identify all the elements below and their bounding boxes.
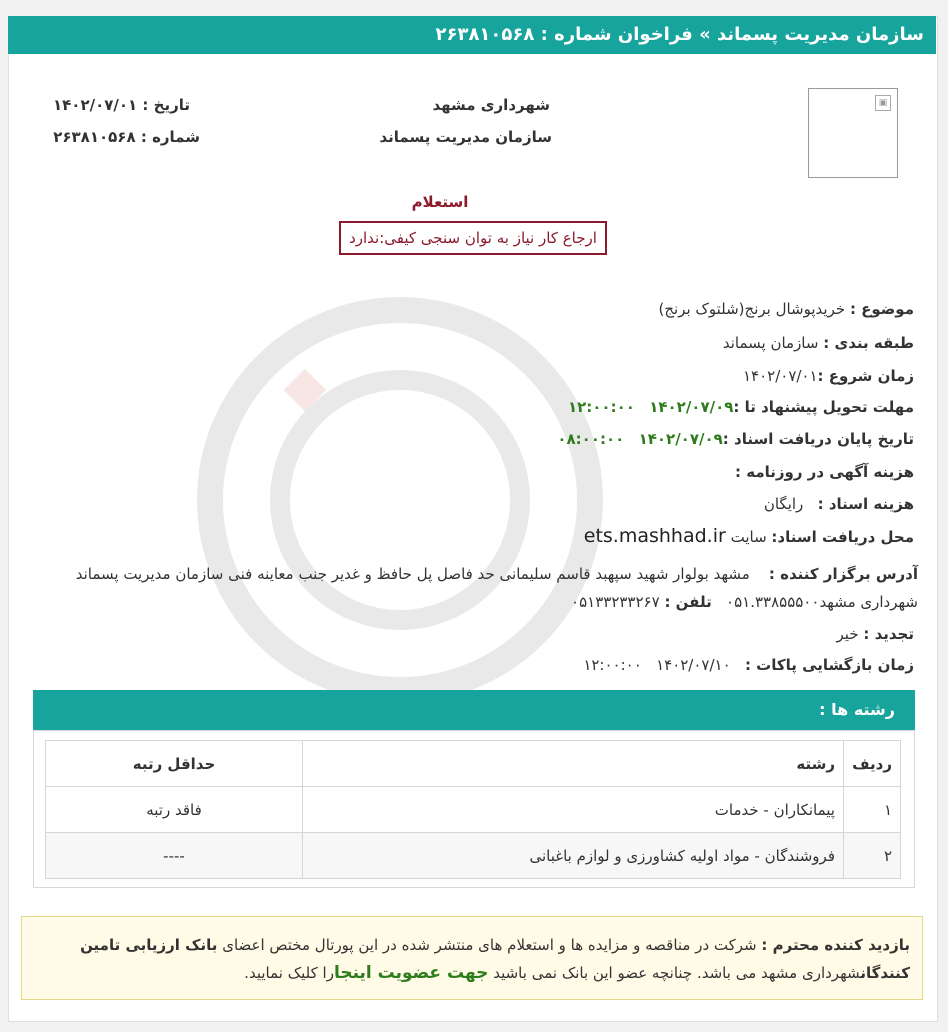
page-header bbox=[8, 16, 936, 54]
subject-row bbox=[659, 300, 915, 318]
membership-link[interactable]: جهت عضویت اینجا bbox=[333, 963, 489, 983]
opening-label: زمان بازگشایی پاکات : bbox=[744, 656, 914, 674]
doc-end-label: تاریخ پایان دریافت اسناد : bbox=[722, 430, 914, 448]
notice-bank: بانک ارزیابی تامین کنندگان bbox=[80, 936, 910, 982]
ad-cost-row bbox=[735, 463, 914, 481]
column-header-index: ردیف bbox=[844, 741, 901, 787]
subject-label: موضوع : bbox=[849, 300, 914, 318]
doc-end-row bbox=[557, 430, 914, 448]
row-rank: ---- bbox=[46, 833, 303, 879]
address-block bbox=[40, 560, 918, 616]
address-label: آدرس برگزار کننده : bbox=[768, 565, 918, 583]
organization-logo bbox=[808, 88, 898, 178]
broken-image-icon: ▣ bbox=[875, 95, 891, 111]
deadline-label: مهلت تحویل پیشنهاد تا : bbox=[733, 398, 914, 416]
phone-label: تلفن : bbox=[664, 593, 712, 611]
doc-cost-value: رایگان bbox=[763, 495, 804, 513]
fields-section-title: رشته ها : bbox=[819, 700, 895, 719]
renewal-label: تجدید : bbox=[863, 625, 914, 643]
org-name-municipality: شهرداری مشهد bbox=[432, 96, 550, 114]
doc-place-prefix: سایت bbox=[730, 528, 767, 546]
deadline-date: ۱۴۰۲/۰۷/۰۹ bbox=[649, 398, 734, 416]
doc-cost-row bbox=[764, 495, 914, 513]
table-row bbox=[46, 833, 901, 879]
inquiry-title: استعلام bbox=[411, 193, 469, 211]
notice-greeting: بازدید کننده محترم : bbox=[761, 936, 910, 954]
doc-place-site[interactable]: ets.mashhad.ir bbox=[583, 525, 726, 547]
number-line bbox=[30, 128, 200, 146]
ad-cost-label: هزینه آگهی در روزنامه : bbox=[735, 463, 914, 481]
header-title: سازمان مدیریت پسماند » فراخوان شماره : ۲۶۳۸۱۰۵۶۸ bbox=[435, 24, 924, 45]
doc-cost-label: هزینه اسناد : bbox=[817, 495, 914, 513]
deadline-row bbox=[568, 398, 914, 416]
org-name-waste-management: سازمان مدیریت پسماند bbox=[379, 128, 552, 146]
renewal-value: خیر bbox=[836, 625, 859, 643]
fields-table bbox=[45, 740, 901, 879]
renewal-row bbox=[837, 625, 914, 643]
notice-text3: را کلیک نمایید. bbox=[244, 964, 334, 982]
date-label: تاریخ : bbox=[142, 96, 190, 114]
number-label: شماره : bbox=[140, 128, 200, 146]
subject-value: خریدپوشال برنج(شلتوک برنج) bbox=[658, 300, 846, 318]
fields-section-header bbox=[33, 690, 915, 730]
date-value: ۱۴۰۲/۰۷/۰۱ bbox=[52, 96, 138, 114]
opening-date: ۱۴۰۲/۰۷/۱۰ bbox=[656, 656, 731, 674]
address-phone1: ۰۵۱.۳۳۸۵۵۵۰۰ bbox=[726, 593, 820, 611]
notice-text1: شرکت در مناقصه و مزایده ها و استعلام های منتشر شده در این پورتال مختص اعضای bbox=[222, 936, 757, 954]
row-index: ۲ bbox=[844, 833, 901, 879]
notice-text2: شهرداری مشهد می باشد. چنانچه عضو این بانک نمی باشید bbox=[493, 964, 861, 982]
quality-check-badge: ارجاع کار نیاز به توان سنجی کیفی:ندارد bbox=[339, 221, 607, 255]
opening-time: ۱۲:۰۰:۰۰ bbox=[583, 656, 642, 674]
row-field: پیمانکاران - خدمات bbox=[303, 787, 844, 833]
column-header-min-rank: حداقل رتبه bbox=[46, 741, 303, 787]
table-row bbox=[46, 787, 901, 833]
category-label: طبقه بندی : bbox=[823, 334, 914, 352]
opening-row bbox=[583, 656, 914, 674]
start-row bbox=[743, 367, 914, 385]
table-header-row bbox=[46, 741, 901, 787]
category-row bbox=[723, 334, 914, 352]
phone-value: ۰۵۱۳۳۲۳۳۲۶۷ bbox=[571, 593, 660, 611]
start-value: ۱۴۰۲/۰۷/۰۱ bbox=[742, 367, 818, 385]
doc-place-row bbox=[584, 525, 914, 547]
number-value: ۲۶۳۸۱۰۵۶۸ bbox=[53, 128, 136, 146]
deadline-time: ۱۲:۰۰:۰۰ bbox=[567, 398, 635, 416]
start-label: زمان شروع : bbox=[817, 367, 914, 385]
doc-end-time: ۰۸:۰۰:۰۰ bbox=[557, 430, 625, 448]
row-field: فروشندگان - مواد اولیه کشاورزی و لوازم باغبانی bbox=[303, 833, 844, 879]
fields-table-container bbox=[33, 730, 915, 888]
row-index: ۱ bbox=[844, 787, 901, 833]
doc-place-label: محل دریافت اسناد: bbox=[771, 528, 914, 546]
address-value: مشهد بولوار شهید سپهبد قاسم سلیمانی حد فاصل پل حافظ و غدیر جنب معاینه فنی سازمان مدیریت پسماند شهرداری مشهد bbox=[75, 565, 918, 611]
category-value: سازمان پسماند bbox=[722, 334, 819, 352]
date-line bbox=[30, 96, 190, 114]
doc-end-date: ۱۴۰۲/۰۷/۰۹ bbox=[638, 430, 723, 448]
membership-notice bbox=[21, 916, 923, 1000]
column-header-field: رشته bbox=[303, 741, 844, 787]
row-rank: فاقد رتبه bbox=[46, 787, 303, 833]
